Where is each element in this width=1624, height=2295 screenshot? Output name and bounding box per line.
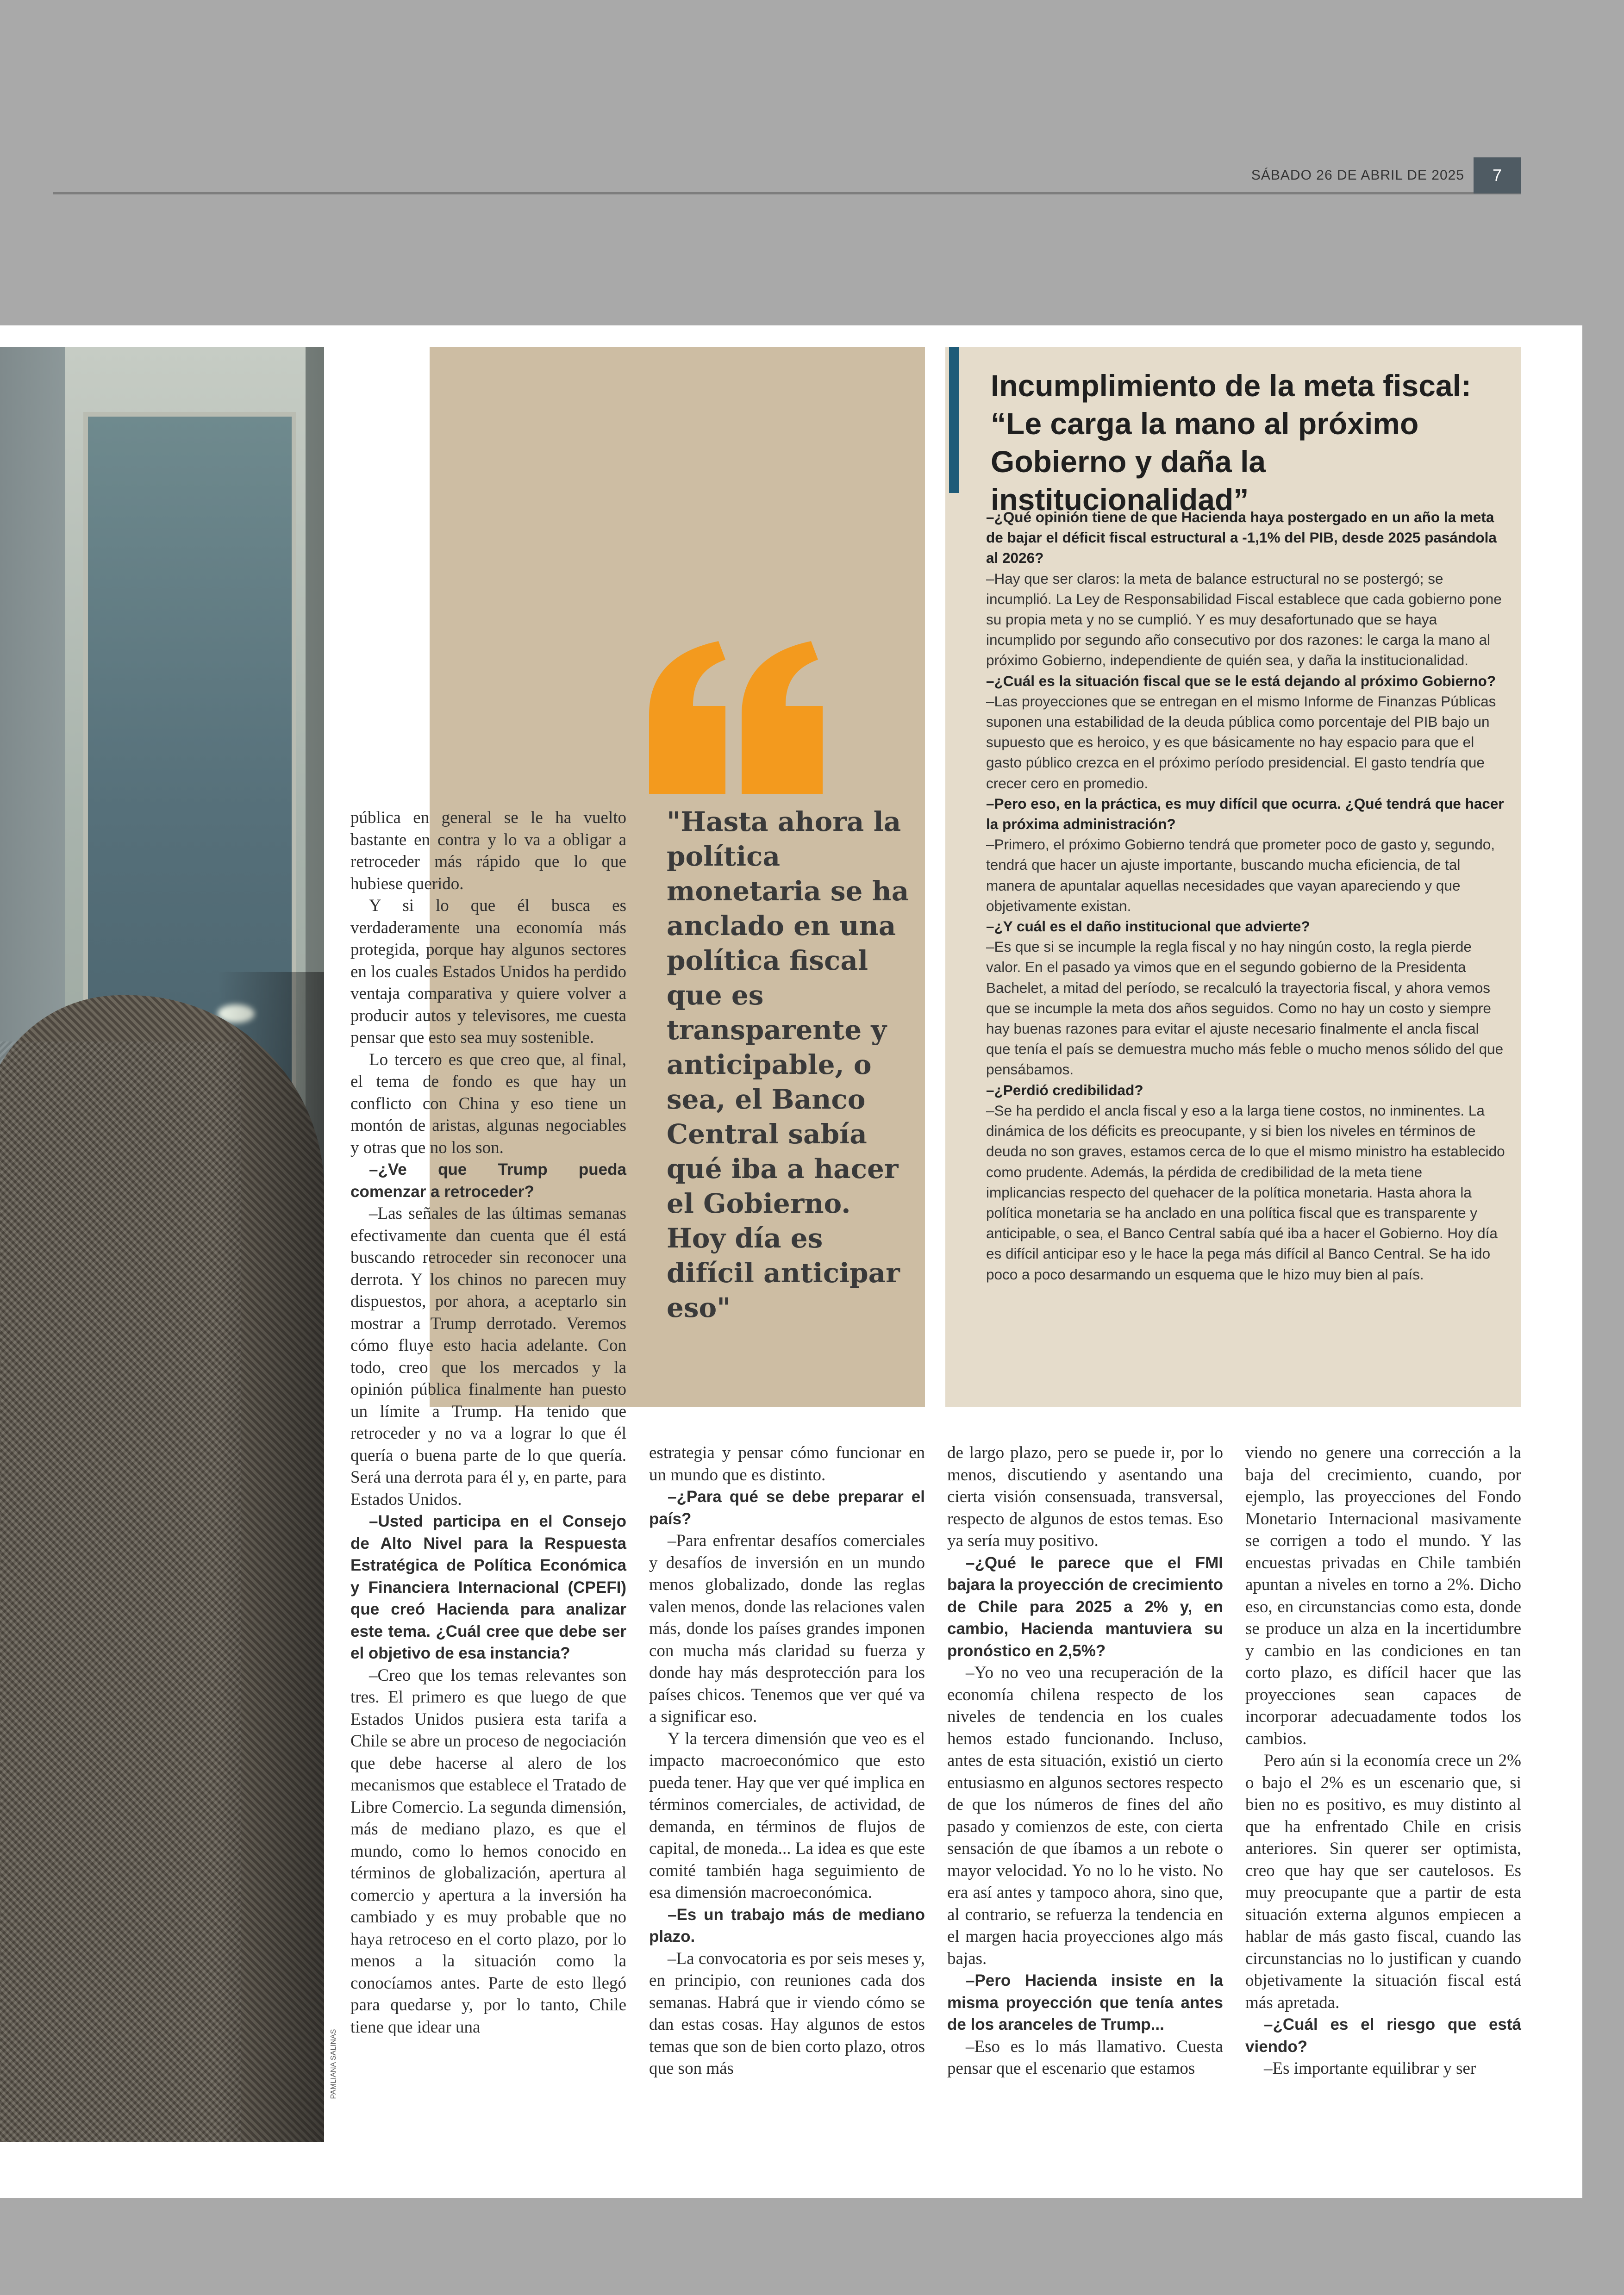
- interview-paragraph: –Primero, el próximo Gobierno tendrá que prometer poco de gasto y, segundo, tendrá que hacer un ajuste importante, buscando mucha eficiencia, de tal manera de apuntalar aquellas necesidades que vayan apareciendo y que objetivamente existan.: [986, 836, 1495, 914]
- article-column-2: [649, 1442, 925, 2080]
- photo-jacket-texture: [0, 1041, 241, 2142]
- article-column-1: [350, 807, 626, 2038]
- interview-paragraph: –Creo que los temas relevantes son tres. El primero es que luego de que Estados Unidos pusiera esta tarifa a Chile se abre un proceso de negociación que debe hacerse al alero de los mecanismos que establece el Tratado de Libre Comercio. La segunda dimensión, más de mediano plazo, es que el mundo, como lo hemos conocido en términos de globalización, apertura al comercio y apertura a la inversión ha cambiado y es muy probable que no haya retroceso en el corto plazo, por lo menos a la situación como la conocíamos antes. Parte de esto llegó para quedarse y, por lo tanto, Chile tiene que idear una: [350, 1665, 626, 2037]
- interview-question: –¿Ve que Trump pueda comenzar a retroceder?: [350, 1160, 626, 1201]
- interview-question: –¿Qué le parece que el FMI bajara la proyección de crecimiento de Chile para 2025 a 2% y, en cambio, Hacienda mantuviera su pronóstico en 2,5%?: [947, 1553, 1223, 1660]
- page-number: 7: [1474, 157, 1521, 193]
- interview-paragraph: –Eso es lo más llamativo. Cuesta pensar que el escenario que estamos: [947, 2037, 1223, 2078]
- page-header: [53, 157, 1521, 194]
- interview-question: –¿Cuál es el riesgo que está viendo?: [1245, 2015, 1521, 2056]
- photo-credit-text: PAMLIANA SALINAS: [330, 2029, 337, 2099]
- interview-paragraph: –Es importante equilibrar y ser: [1264, 2059, 1476, 2078]
- interview-paragraph: –Se ha perdido el ancla fiscal y eso a la larga tiene costos, no inminentes. La dinámica de los déficits es preocupante, y si bien los niveles en términos de deuda no son graves, estamos cerca de lo que el mismo ministro ha establecido como prudente. Además, la pérdida de credibilidad de la meta tiene implicancias respecto del quehacer de la política monetaria. Hasta ahora la política monetaria se ha anclado en una política fiscal que es transparente y anticipable, o sea, el Banco Central sabía qué iba a hacer el Gobierno. Hoy día es difícil anticipar eso y le hace la pega más difícil al Banco Central. Se ha ido poco a poco desarmando un esquema que le hizo muy bien al país.: [986, 1102, 1505, 1283]
- interview-question: –¿Perdió credibilidad?: [986, 1081, 1143, 1098]
- interview-question: –Pero Hacienda insiste en la misma proyección que tenía antes de los aranceles de Trump...: [947, 1971, 1223, 2033]
- interview-paragraph: Y si lo que él busca es verdaderamente una economía más protegida, porque hay algunos sectores en los cuales Estados Unidos ha perdido ventaja comparativa y quiere volver a producir autos y televisores, me cuesta pensar que esto sea muy sostenible.: [350, 896, 626, 1047]
- article-column-3: [947, 1442, 1223, 2080]
- interview-question: –Usted participa en el Consejo de Alto Nivel para la Respuesta Estratégica de Política Económica y Financiera Internacional (CPEFI) que creó Hacienda para analizar este tema. ¿Cuál cree que debe ser el objetivo de esa instancia?: [350, 1512, 626, 1662]
- interview-question: –Es un trabajo más de mediano plazo.: [649, 1905, 925, 1946]
- header-rule: [53, 192, 1521, 194]
- interview-question: –¿Cuál es la situación fiscal que se le está dejando al próximo Gobierno?: [986, 672, 1496, 689]
- interview-paragraph: –Para enfrentar desafíos comerciales y desafíos de inversión en un mundo menos globalizado, donde las reglas valen menos, donde las relaciones valen más, donde los países grandes imponen con mucha más claridad su fuerza y donde hay más desprotección para los países chicos. Tenemos que ver qué va a significar eso.: [649, 1531, 925, 1726]
- quote-mark-left: [649, 641, 725, 794]
- photo-credit: [327, 1990, 341, 2143]
- photo-shadow: [218, 972, 324, 2142]
- interview-paragraph: pública en general se le ha vuelto bastante en contra y lo va a obligar a retroceder más rápido que lo que hubiese querido.: [350, 808, 626, 893]
- interview-paragraph: viendo no genere una corrección a la baja del crecimiento, cuando, por ejemplo, las proyecciones del Fondo Monetario Internacional masivamente se corrigen a todo el mundo. Y las encuestas privadas en Chile también apuntan a niveles en torno a 2%. Dicho eso, en circunstancias como esta, donde se produce un alza en la incertidumbre y cambio en las condiciones en tan corto plazo, es difícil hacer que las proyecciones sean capaces de incorporar adecuadamente todos los cambios.: [1245, 1443, 1521, 1748]
- issue-date: SÁBADO 26 DE ABRIL DE 2025: [1251, 168, 1464, 183]
- interview-paragraph: –Hay que ser claros: la meta de balance estructural no se postergó; se incumplió. La Ley de Responsabilidad Fiscal establece que cada gobierno pone su propia meta y no se cumplió. Y es muy desafortunado que se haya incumplido por segundo año consecutivo por dos razones: le carga la mano al próximo Gobierno, independiente de quién sea, y daña la institucionalidad.: [986, 570, 1502, 669]
- interview-paragraph: –Las señales de las últimas semanas efectivamente dan cuenta que él está buscando retroceder sin reconocer una derrota. Y los chinos no parecen muy dispuestos, por ahora, a aceptarlo sin mostrar a Trump derrotado. Veremos cómo fluye esto hacia adelante. Con todo, creo que los mercados y la opinión pública finalmente han puesto un límite a Trump. Ha tenido que retroceder y no va a lograr lo que él quería o buena parte de lo que quería. Será una derrota para él y, en parte, para Estados Unidos.: [350, 1204, 626, 1509]
- interviewee-photo: [0, 347, 324, 2142]
- quote-mark-icon: [649, 641, 825, 794]
- interview-paragraph: –La convocatoria es por seis meses y, en principio, con reuniones cada dos semanas. Habrá que ir viendo cómo se dan estas cosas. Hay algunos de estos temas que son de bien corto plazo, otros que son más: [649, 1949, 925, 2078]
- interview-paragraph: Pero aún si la economía crece un 2% o bajo el 2% es un escenario que, si bien no es positivo, es muy distinto al que ha enfrentado Chile en crisis anteriores. Sin querer ser optimista, creo que hay que ser cautelosos. Es muy preocupante que a partir de esta situación externa algunos empiecen a hablar de más gasto fiscal, cuando las circunstancias no lo justifican y cuando objetivamente la situación fiscal está más apretada.: [1245, 1751, 1521, 2012]
- pull-quote-text: "Hasta ahora la política monetaria se ha anclado en una política fiscal que es transparente y anticipable, o sea, el Banco Central sabía qué iba a hacer el Gobierno. Hoy día es difícil anticipar eso": [667, 806, 909, 1323]
- interview-paragraph: –Es que si se incumple la regla fiscal y no hay ningún costo, la regla pierde valor. En el pasado ya vimos que en el segundo gobierno de la Presidenta Bachelet, a mitad del período, se recalculó la trayectoria fiscal, y ahora vemos que se incumple la meta dos años seguidos. Como no hay un costo y siempre hay buenas razones para evitar el ajuste necesario finalmente el ancla fiscal que tenía el país se demuestra mucho más feble o mucho menos sólido del que pensábamos.: [986, 938, 1504, 1078]
- quote-mark-right: [742, 641, 823, 794]
- interview-paragraph: –Yo no veo una recuperación de la economía chilena respecto de los niveles de tendencia en los cuales hemos estado funcionando. Incluso, antes de esta situación, existió un cierto entusiasmo en algunos sectores respecto de que los números de fines del año pasado y comienzos de este, con cierta sensación de que íbamos a un rebote o mayor velocidad. Yo no lo he visto. No era así antes y tampoco ahora, sino que, al contrario, se refuerza la tendencia en el margen hacia proyecciones algo más bajas.: [947, 1663, 1223, 1968]
- interview-question: –¿Qué opinión tiene de que Hacienda haya postergado en un año la meta de bajar el déficit fiscal estructural a -1,1% del PIB, desde 2025 pasándola al 2026?: [986, 509, 1497, 567]
- sidebar-accent-bar: [949, 347, 959, 493]
- sidebar-box: [945, 347, 1521, 1407]
- article-column-4: [1245, 1442, 1521, 2080]
- interview-question: –Pero eso, en la práctica, es muy difícil que ocurra. ¿Qué tendrá que hacer la próxima administración?: [986, 795, 1504, 833]
- interview-question: –¿Y cuál es el daño institucional que advierte?: [986, 918, 1310, 935]
- interview-paragraph: Lo tercero es que creo que, al final, el tema de fondo es que hay un conflicto con China y eso tiene un montón de aristas, algunas negociables y otras que no los son.: [350, 1050, 626, 1157]
- sidebar-body: [986, 507, 1505, 1285]
- interview-question: –¿Para qué se debe preparar el país?: [649, 1488, 925, 1528]
- interview-paragraph: –Las proyecciones que se entregan en el mismo Informe de Finanzas Públicas suponen una estabilidad de la deuda pública como porcentaje del PIB bajo un supuesto que es heroico, y es que básicamente no hay espacio para que el gasto público crezca en el próximo período presidencial. El gasto tendría que crecer cero en promedio.: [986, 692, 1496, 792]
- interview-paragraph: Y la tercera dimensión que veo es el impacto macroeconómico que esto pueda tener. Hay que ver qué implica en términos comerciales, de actividad, de demanda, en términos de flujos de capital, de moneda... La idea es que este comité también haga seguimiento de esa dimensión macroeconómica.: [649, 1729, 925, 1902]
- interview-paragraph: de largo plazo, pero se puede ir, por lo menos, discutiendo y asentando una cierta visión consensuada, transversal, respecto de algunos de estos temas. Eso ya sería muy positivo.: [947, 1443, 1223, 1550]
- interview-paragraph: estrategia y pensar cómo funcionar en un mundo que es distinto.: [649, 1443, 925, 1484]
- sidebar-title: Incumplimiento de la meta fiscal: “Le carga la mano al próximo Gobierno y daña la institucionalidad”: [991, 368, 1471, 517]
